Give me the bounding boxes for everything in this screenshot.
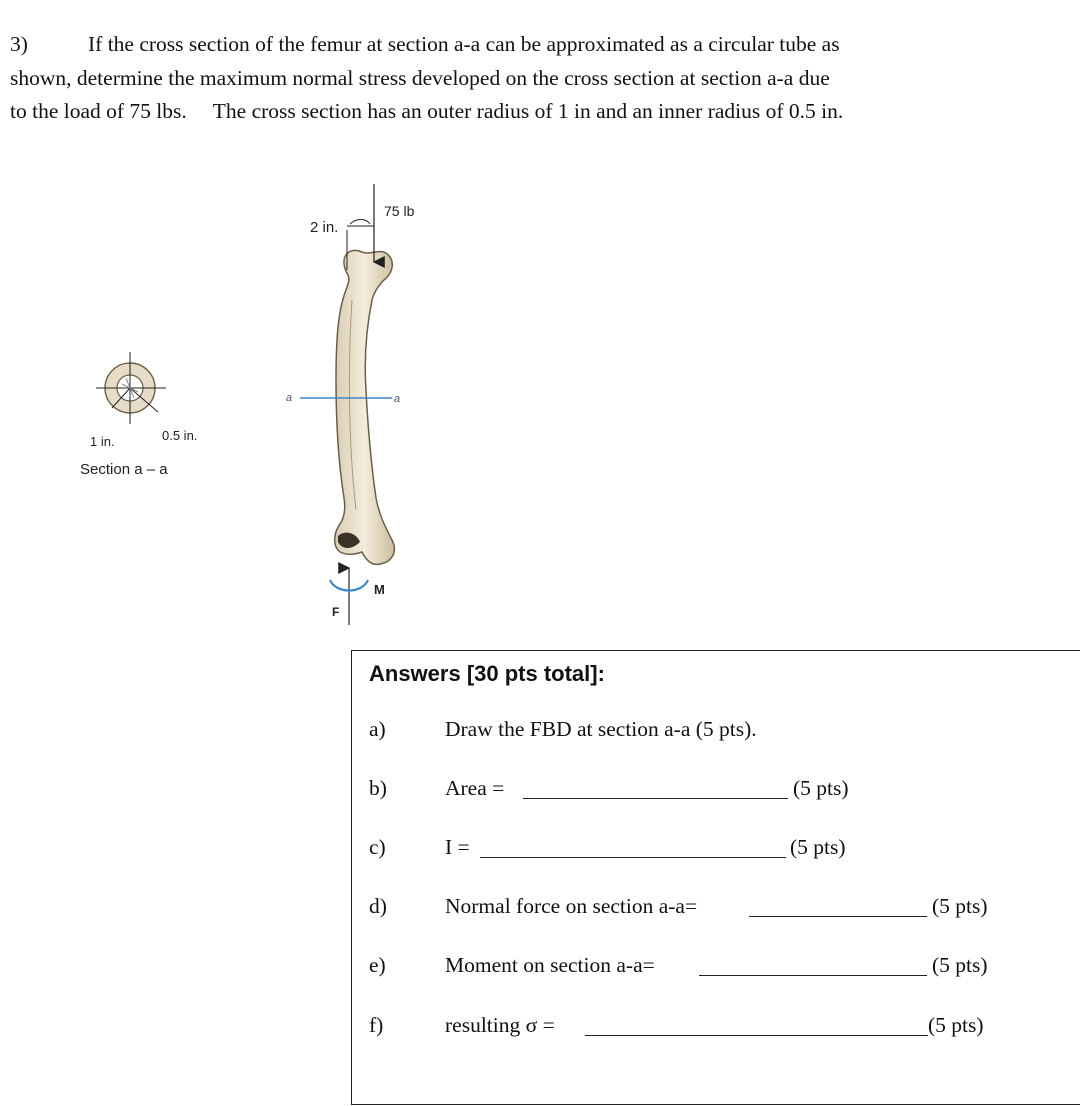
answer-text: I = (445, 835, 470, 859)
answer-text: resulting σ = (445, 1013, 555, 1037)
answer-row-b (352, 776, 1080, 806)
answer-text: Area = (445, 776, 505, 800)
moment-label: M (374, 582, 385, 597)
answers-box (351, 650, 1080, 1105)
problem-statement (10, 28, 1060, 129)
answer-text: Normal force on section a-a= (445, 894, 698, 918)
answer-points: (5 pts) (793, 776, 849, 800)
answer-points: (5 pts) (928, 1013, 984, 1037)
inner-radius-label: 0.5 in. (162, 428, 198, 443)
section-mark-left: a (286, 392, 293, 404)
force-label: F (332, 605, 340, 619)
answer-points: (5 pts) (790, 835, 846, 859)
section-caption: Section a – a (80, 461, 168, 478)
answer-row-c (352, 835, 1080, 865)
answer-row-f (352, 1013, 1080, 1043)
answer-points: (5 pts) (932, 953, 988, 977)
load-label: 75 lb (384, 203, 415, 219)
answer-points: (5 pts) (932, 894, 988, 918)
offset-label: 2 in. (310, 219, 339, 236)
problem-line-2: shown, determine the maximum normal stress developed on the cross section at section a-a due (10, 65, 830, 90)
answer-row-a (352, 717, 1080, 747)
answer-letter: a) (369, 717, 386, 741)
problem-line-3b: The cross section has an outer radius of 1 in and an inner radius of 0.5 in. (212, 99, 844, 123)
problem-number: 3) (10, 32, 28, 56)
answers-title: Answers [30 pts total]: (369, 661, 605, 686)
answer-text: Moment on section a-a= (445, 953, 655, 977)
answer-blank-stress[interactable] (585, 1035, 928, 1036)
problem-line-3a: to the load of 75 lbs. (10, 99, 187, 123)
cross-section (96, 352, 166, 424)
answer-blank-area[interactable] (523, 798, 788, 799)
answer-row-e (352, 953, 1080, 983)
answer-blank-moment[interactable] (699, 975, 927, 976)
answer-letter: b) (369, 776, 387, 800)
answer-row-d (352, 894, 1080, 924)
problem-line-1: If the cross section of the femur at section a-a can be approximated as a circular tube as (88, 32, 840, 56)
section-mark-right: a (394, 393, 401, 405)
answer-blank-normal-force[interactable] (749, 916, 927, 917)
answer-letter: c) (369, 835, 386, 859)
outer-radius-label: 1 in. (90, 434, 115, 449)
femur-bone (335, 250, 395, 564)
answer-text: Draw the FBD at section a-a (5 pts). (445, 717, 757, 741)
answer-letter: d) (369, 894, 387, 918)
answer-blank-inertia[interactable] (480, 857, 786, 858)
femur-diagram (0, 180, 460, 640)
answer-letter: f) (369, 1013, 384, 1037)
answer-letter: e) (369, 953, 386, 977)
femur-figure (0, 180, 460, 640)
